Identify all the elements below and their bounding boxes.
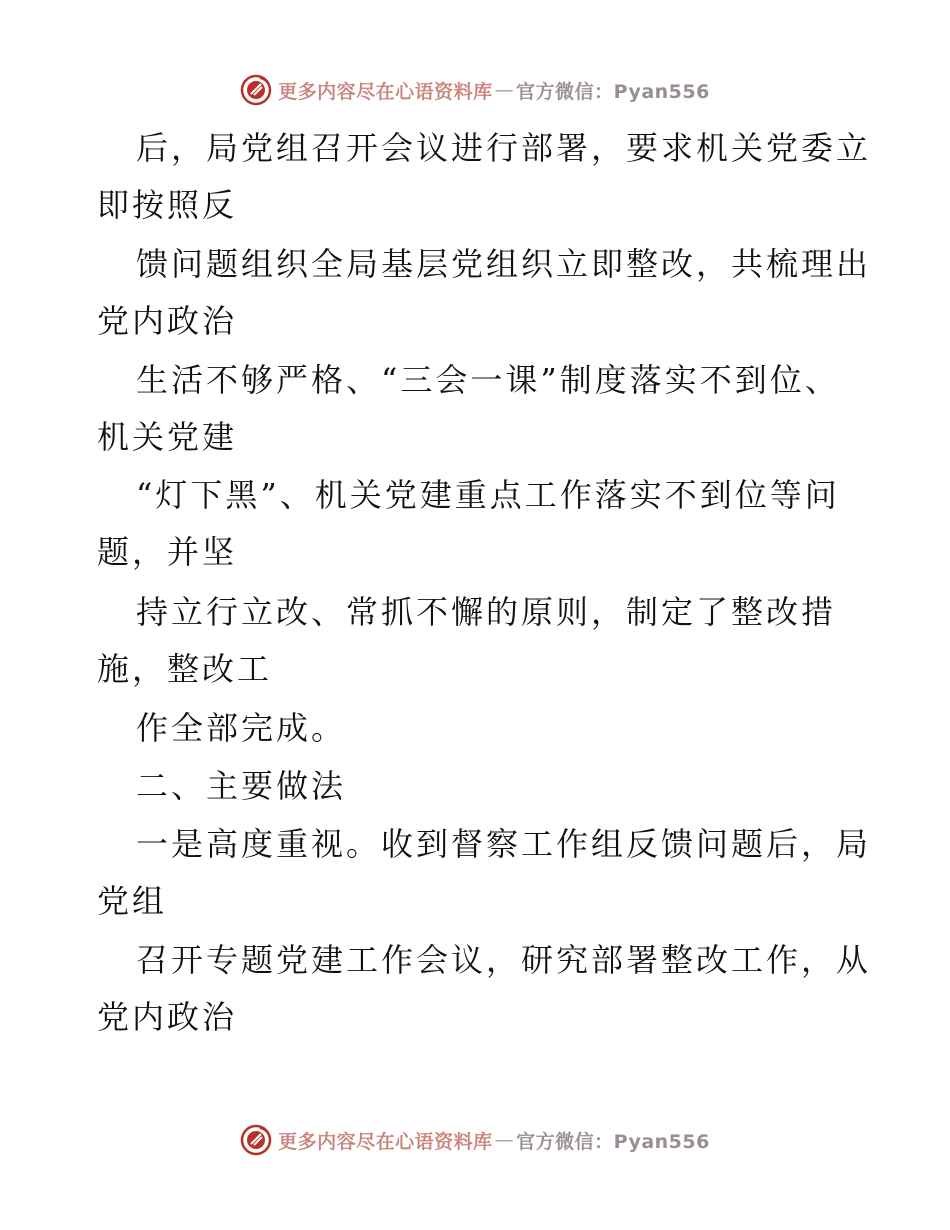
section-heading: 二、主要做法 xyxy=(136,767,347,805)
seal-logo-icon xyxy=(240,74,272,106)
text-line: 作全部完成。 xyxy=(136,709,347,747)
text-line: 后，局党组召开会议进行部署，要求机关党委立 xyxy=(136,129,872,167)
text-line: 召开专题党建工作会议，研究部署整改工作，从 xyxy=(136,941,872,979)
banner-wechat-text: 官方微信：Pyan556 xyxy=(516,80,710,103)
banner-library-text: 更多内容尽在心语资料库 xyxy=(278,1130,493,1153)
banner-dash: — xyxy=(494,79,515,101)
text-line: 党内政治 xyxy=(97,302,238,340)
text-line: 施，整改工 xyxy=(97,650,273,688)
banner-dash: — xyxy=(494,1129,515,1151)
text-line: 即按照反 xyxy=(97,186,238,224)
text-line: 生活不够严格、“三会一课”制度落实不到位、 xyxy=(136,361,840,399)
text-line: 党组 xyxy=(97,882,168,920)
text-line: 机关党建 xyxy=(97,418,238,456)
text-line: 党内政治 xyxy=(97,998,238,1036)
banner-wechat-text: 官方微信：Pyan556 xyxy=(516,1130,710,1153)
text-line: 持立行立改、常抓不懈的原则，制定了整改措 xyxy=(136,593,837,631)
banner-library-text: 更多内容尽在心语资料库 xyxy=(278,80,493,103)
header-banner xyxy=(0,70,950,110)
text-line: “灯下黑”、机关党建重点工作落实不到位等问 xyxy=(136,476,840,514)
text-line: 馈问题组织全局基层党组织立即整改，共梳理出 xyxy=(136,245,872,283)
seal-logo-icon xyxy=(240,1124,272,1156)
text-line: 题，并坚 xyxy=(97,533,238,571)
footer-banner xyxy=(0,1120,950,1160)
text-line: 一是高度重视。收到督察工作组反馈问题后，局 xyxy=(136,825,872,863)
